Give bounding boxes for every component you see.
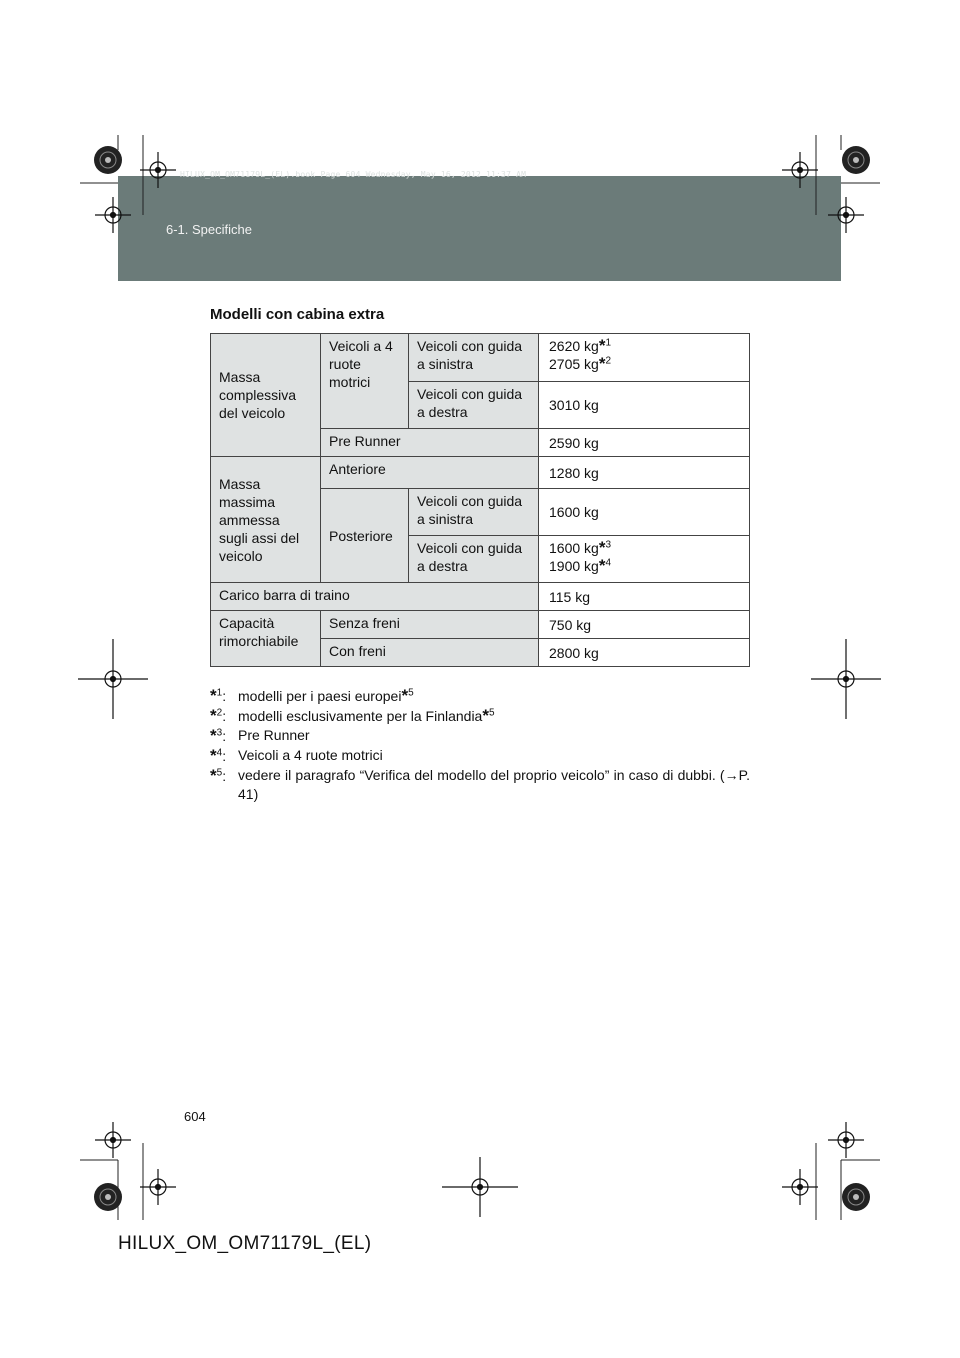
braked-label: Con freni	[321, 639, 539, 667]
pre-runner-label: Pre Runner	[321, 429, 539, 457]
page-number: 604	[184, 1109, 206, 1124]
rear-rhd-label: Veicoli con guida a destra	[409, 536, 539, 583]
table-row	[211, 334, 750, 382]
footnotes	[210, 686, 750, 804]
registration-crosshairs	[78, 152, 881, 1217]
four-wd-label: Veicoli a 4 ruote motrici	[321, 334, 409, 429]
lhd-label: Veicoli con guida a sinistra	[409, 334, 539, 382]
rear-lhd-value: 1600 kg	[539, 489, 750, 536]
table-row	[211, 457, 750, 489]
page-reference-link[interactable]: vedere il paragrafo “Verifica del modello del proprio veicolo” in caso di dubbi. (→P. 41)	[238, 767, 750, 802]
rear-lhd-label: Veicoli con guida a sinistra	[409, 489, 539, 536]
footnote-5: *$^5$: vedere il paragrafo “Verifica del modello del proprio veicolo” in caso di dubbi. (→P. 41)	[210, 766, 750, 802]
section-title: Modelli con cabina extra	[210, 306, 385, 323]
unbraked-label: Senza freni	[321, 611, 539, 639]
document-code: HILUX_OM_OM71179L_(EL)	[118, 1233, 372, 1254]
rear-rhd-value: 1600 kg*$^3$ 1900 kg*$^4$	[539, 536, 750, 583]
gross-lhd-value: 2620 kg*$^1$ 2705 kg*$^2$	[539, 334, 750, 382]
pre-runner-value: 2590 kg	[539, 429, 750, 457]
rear-axle-label: Posteriore	[321, 489, 409, 583]
table-row	[211, 583, 750, 611]
unbraked-value: 750 kg	[539, 611, 750, 639]
footnote-3: *$^3$: Pre Runner	[210, 726, 310, 745]
towbar-label: Carico barra di traino	[211, 583, 539, 611]
section-label: 6-1. Specifiche	[166, 222, 252, 237]
footnote-4: *$^4$: Veicoli a 4 ruote motrici	[210, 746, 383, 765]
towing-capacity-label: Capacità rimorchiabile	[211, 611, 321, 667]
front-axle-value: 1280 kg	[539, 457, 750, 489]
specifications-table	[210, 333, 750, 667]
book-stamp: HILUX_OM_OM71179L_(EL).book Page 604 Wednesday, May 16, 2012 11:37 AM	[180, 170, 527, 179]
footnote-2: *$^2$: modelli esclusivamente per la Finlandia*$^5$	[210, 706, 495, 725]
gross-rhd-value: 3010 kg	[539, 382, 750, 429]
footnote-1: *$^1$: modelli per i paesi europei*$^5$	[210, 686, 414, 705]
braked-value: 2800 kg	[539, 639, 750, 667]
rhd-label: Veicoli con guida a destra	[409, 382, 539, 429]
axle-mass-label: Massa massima ammessa sugli assi del veicolo	[211, 457, 321, 583]
front-axle-label: Anteriore	[321, 457, 539, 489]
towbar-value: 115 kg	[539, 583, 750, 611]
gross-mass-label: Massa complessiva del veicolo	[211, 334, 321, 457]
table-row	[211, 611, 750, 639]
